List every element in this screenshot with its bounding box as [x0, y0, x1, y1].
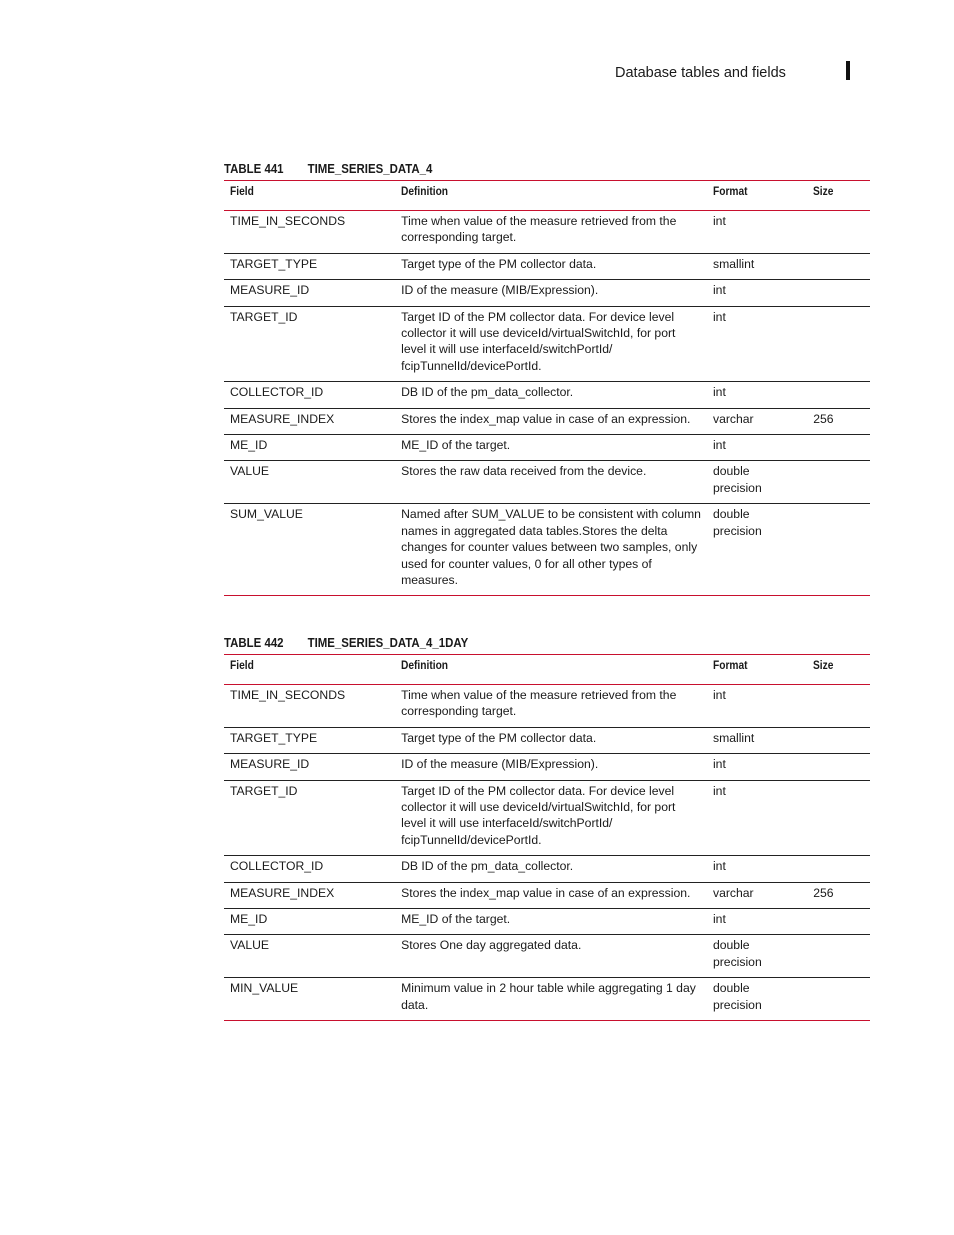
- table-row: [224, 306, 870, 382]
- column-header-field: Field: [230, 184, 254, 198]
- table-442: [224, 632, 870, 1021]
- cell-format: double precision: [707, 978, 807, 1021]
- cell-size: [807, 856, 870, 882]
- cell-format: int: [707, 435, 807, 461]
- cell-field: MEASURE_ID: [224, 280, 395, 306]
- cell-size: [807, 382, 870, 408]
- table-row: [224, 435, 870, 461]
- cell-format: double precision: [707, 461, 807, 504]
- table-row: [224, 754, 870, 780]
- table-row: [224, 882, 870, 908]
- table-row: [224, 211, 870, 254]
- cell-definition: Target ID of the PM collector data. For device level collector it will use deviceId/virtualSwitchId, for port level it will use interfaceId/switchPortId/ fcipTunnelId/devicePortId.: [395, 780, 707, 856]
- cell-field: SUM_VALUE: [224, 504, 395, 596]
- cell-definition: ID of the measure (MIB/Expression).: [395, 280, 707, 306]
- cell-format: int: [707, 280, 807, 306]
- cell-definition: Target type of the PM collector data.: [395, 727, 707, 753]
- data-table: [224, 180, 870, 596]
- cell-size: 256: [807, 408, 870, 434]
- cell-field: MEASURE_INDEX: [224, 408, 395, 434]
- cell-size: [807, 306, 870, 382]
- table-row: [224, 685, 870, 728]
- cell-field: VALUE: [224, 461, 395, 504]
- cell-definition: Stores the index_map value in case of an expression.: [395, 408, 707, 434]
- table-row: [224, 909, 870, 935]
- table-name: TIME_SERIES_DATA_4_1DAY: [307, 635, 469, 650]
- cell-size: [807, 780, 870, 856]
- cell-definition: ME_ID of the target.: [395, 909, 707, 935]
- table-name: TIME_SERIES_DATA_4: [307, 161, 433, 176]
- table-number: TABLE 442: [224, 635, 284, 650]
- column-header-format: Format: [712, 184, 748, 198]
- cell-size: [807, 435, 870, 461]
- cell-definition: Stores the raw data received from the device.: [395, 461, 707, 504]
- cell-definition: ME_ID of the target.: [395, 435, 707, 461]
- cell-size: [807, 935, 870, 978]
- cell-size: 256: [807, 882, 870, 908]
- cell-field: COLLECTOR_ID: [224, 856, 395, 882]
- column-header-definition: Definition: [401, 184, 449, 198]
- cell-definition: Minimum value in 2 hour table while aggregating 1 day data.: [395, 978, 707, 1021]
- cell-format: int: [707, 754, 807, 780]
- column-header-size: Size: [813, 658, 834, 672]
- table-row: [224, 935, 870, 978]
- cell-definition: Target ID of the PM collector data. For device level collector it will use deviceId/virtualSwitchId, for port level it will use interfaceId/switchPortId/ fcipTunnelId/devicePortId.: [395, 306, 707, 382]
- cell-size: [807, 504, 870, 596]
- cell-field: TARGET_ID: [224, 780, 395, 856]
- table-header-row: [224, 181, 870, 211]
- cell-size: [807, 253, 870, 279]
- cell-format: int: [707, 211, 807, 254]
- cell-size: [807, 685, 870, 728]
- cell-field: TARGET_TYPE: [224, 727, 395, 753]
- cell-format: varchar: [707, 408, 807, 434]
- cell-definition: Time when value of the measure retrieved from the corresponding target.: [395, 211, 707, 254]
- cell-field: COLLECTOR_ID: [224, 382, 395, 408]
- cell-size: [807, 280, 870, 306]
- cell-format: int: [707, 382, 807, 408]
- cell-definition: Named after SUM_VALUE to be consistent with column names in aggregated data tables.Stores the delta changes for counter values between two samples, only used for counter values, 0 for all other types of measures.: [395, 504, 707, 596]
- data-table: [224, 654, 870, 1021]
- table-number: TABLE 441: [224, 161, 284, 176]
- cell-definition: DB ID of the pm_data_collector.: [395, 856, 707, 882]
- cell-format: double precision: [707, 935, 807, 978]
- cell-format: int: [707, 780, 807, 856]
- column-header-format: Format: [712, 658, 748, 672]
- cell-definition: DB ID of the pm_data_collector.: [395, 382, 707, 408]
- cell-format: int: [707, 909, 807, 935]
- table-row: [224, 461, 870, 504]
- column-header-definition: Definition: [401, 658, 449, 672]
- cell-size: [807, 461, 870, 504]
- table-row: [224, 504, 870, 596]
- table-row: [224, 253, 870, 279]
- table-caption: [224, 632, 792, 654]
- cell-definition: ID of the measure (MIB/Expression).: [395, 754, 707, 780]
- cell-format: int: [707, 306, 807, 382]
- cell-field: TARGET_ID: [224, 306, 395, 382]
- cell-format: smallint: [707, 253, 807, 279]
- column-header-size: Size: [813, 184, 834, 198]
- cell-size: [807, 754, 870, 780]
- table-row: [224, 978, 870, 1021]
- cell-field: MEASURE_ID: [224, 754, 395, 780]
- table-header-row: [224, 655, 870, 685]
- cell-size: [807, 909, 870, 935]
- cell-format: smallint: [707, 727, 807, 753]
- cell-field: MEASURE_INDEX: [224, 882, 395, 908]
- header-marker-bar: [846, 61, 850, 80]
- cell-format: varchar: [707, 882, 807, 908]
- cell-field: ME_ID: [224, 435, 395, 461]
- table-row: [224, 408, 870, 434]
- table-row: [224, 280, 870, 306]
- table-row: [224, 856, 870, 882]
- table-row: [224, 780, 870, 856]
- table-row: [224, 727, 870, 753]
- column-header-field: Field: [230, 658, 254, 672]
- cell-field: TIME_IN_SECONDS: [224, 685, 395, 728]
- cell-definition: Time when value of the measure retrieved from the corresponding target.: [395, 685, 707, 728]
- cell-field: VALUE: [224, 935, 395, 978]
- table-441: [224, 158, 870, 596]
- cell-format: int: [707, 856, 807, 882]
- cell-format: int: [707, 685, 807, 728]
- cell-field: TIME_IN_SECONDS: [224, 211, 395, 254]
- table-caption: [224, 158, 792, 180]
- running-header-title: Database tables and fields: [615, 65, 786, 81]
- cell-definition: Target type of the PM collector data.: [395, 253, 707, 279]
- table-row: [224, 382, 870, 408]
- cell-format: double precision: [707, 504, 807, 596]
- cell-definition: Stores One day aggregated data.: [395, 935, 707, 978]
- cell-field: ME_ID: [224, 909, 395, 935]
- cell-size: [807, 978, 870, 1021]
- cell-size: [807, 727, 870, 753]
- cell-size: [807, 211, 870, 254]
- cell-field: MIN_VALUE: [224, 978, 395, 1021]
- cell-field: TARGET_TYPE: [224, 253, 395, 279]
- cell-definition: Stores the index_map value in case of an expression.: [395, 882, 707, 908]
